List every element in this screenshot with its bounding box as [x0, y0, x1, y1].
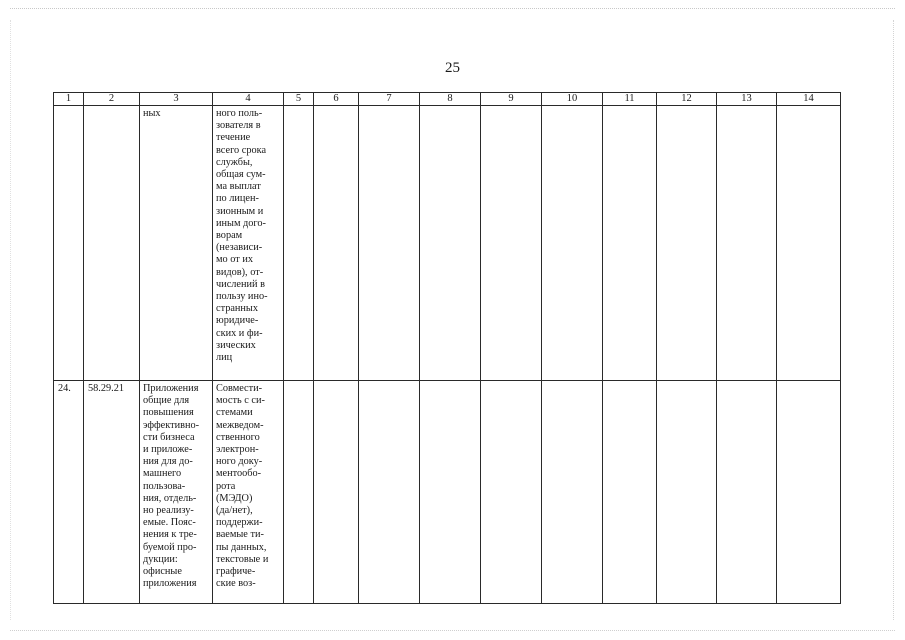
empty-cell	[359, 106, 420, 381]
scan-edge-bottom	[10, 630, 895, 631]
empty-cell	[777, 381, 841, 604]
column-number: 7	[359, 93, 420, 106]
column-number: 14	[777, 93, 841, 106]
okpd-code-cell: 58.29.21	[84, 381, 140, 604]
column-number: 5	[284, 93, 314, 106]
table-row	[54, 381, 841, 604]
empty-cell	[777, 106, 841, 381]
characteristic-cell: ного поль- зователя в течение всего срока службы, общая сум- ма выплат по лицен- зионным и иным дого- ворам (независи- мо от их видов), от- числений в пользу ино- странных юридиче- ских и фи- зических лиц	[213, 106, 284, 381]
column-number: 6	[314, 93, 359, 106]
row-number-cell	[54, 106, 84, 381]
empty-cell	[542, 106, 603, 381]
characteristic-cell: Совмести- мость с си- стемами межведом- ственного электрон- ного доку- ментообо- рота (МЭДО) (да/нет), поддержи- ваемые ти- пы данных, текстовые и графиче- ские воз-	[213, 381, 284, 604]
column-number: 10	[542, 93, 603, 106]
empty-cell	[717, 106, 777, 381]
row-number-cell: 24.	[54, 381, 84, 604]
product-name-cell: ных	[140, 106, 213, 381]
table-row	[54, 106, 841, 381]
column-number: 1	[54, 93, 84, 106]
empty-cell	[284, 381, 314, 604]
empty-cell	[657, 381, 717, 604]
empty-cell	[314, 381, 359, 604]
empty-cell	[717, 381, 777, 604]
empty-cell	[481, 106, 542, 381]
scan-edge-top	[10, 8, 895, 9]
product-name-cell: Приложения общие для повышения эффективно- сти бизнеса и приложе- ния для до- машнего пользова- ния, отдель- но реализу- емые. Пояс- нения к тре- буемой про- дукции: офисные приложения	[140, 381, 213, 604]
column-number: 9	[481, 93, 542, 106]
column-number: 3	[140, 93, 213, 106]
empty-cell	[420, 381, 481, 604]
empty-cell	[481, 381, 542, 604]
empty-cell	[603, 381, 657, 604]
column-number-row	[54, 93, 841, 106]
column-number: 12	[657, 93, 717, 106]
column-number: 2	[84, 93, 140, 106]
document-table	[53, 92, 841, 604]
empty-cell	[542, 381, 603, 604]
empty-cell	[314, 106, 359, 381]
empty-cell	[284, 106, 314, 381]
scan-edge-right	[893, 20, 894, 620]
okpd-code-cell	[84, 106, 140, 381]
column-number: 13	[717, 93, 777, 106]
column-number: 4	[213, 93, 284, 106]
empty-cell	[359, 381, 420, 604]
empty-cell	[657, 106, 717, 381]
scan-edge-left	[10, 20, 11, 620]
column-number: 8	[420, 93, 481, 106]
page-number: 25	[445, 60, 460, 76]
column-number: 11	[603, 93, 657, 106]
empty-cell	[420, 106, 481, 381]
empty-cell	[603, 106, 657, 381]
